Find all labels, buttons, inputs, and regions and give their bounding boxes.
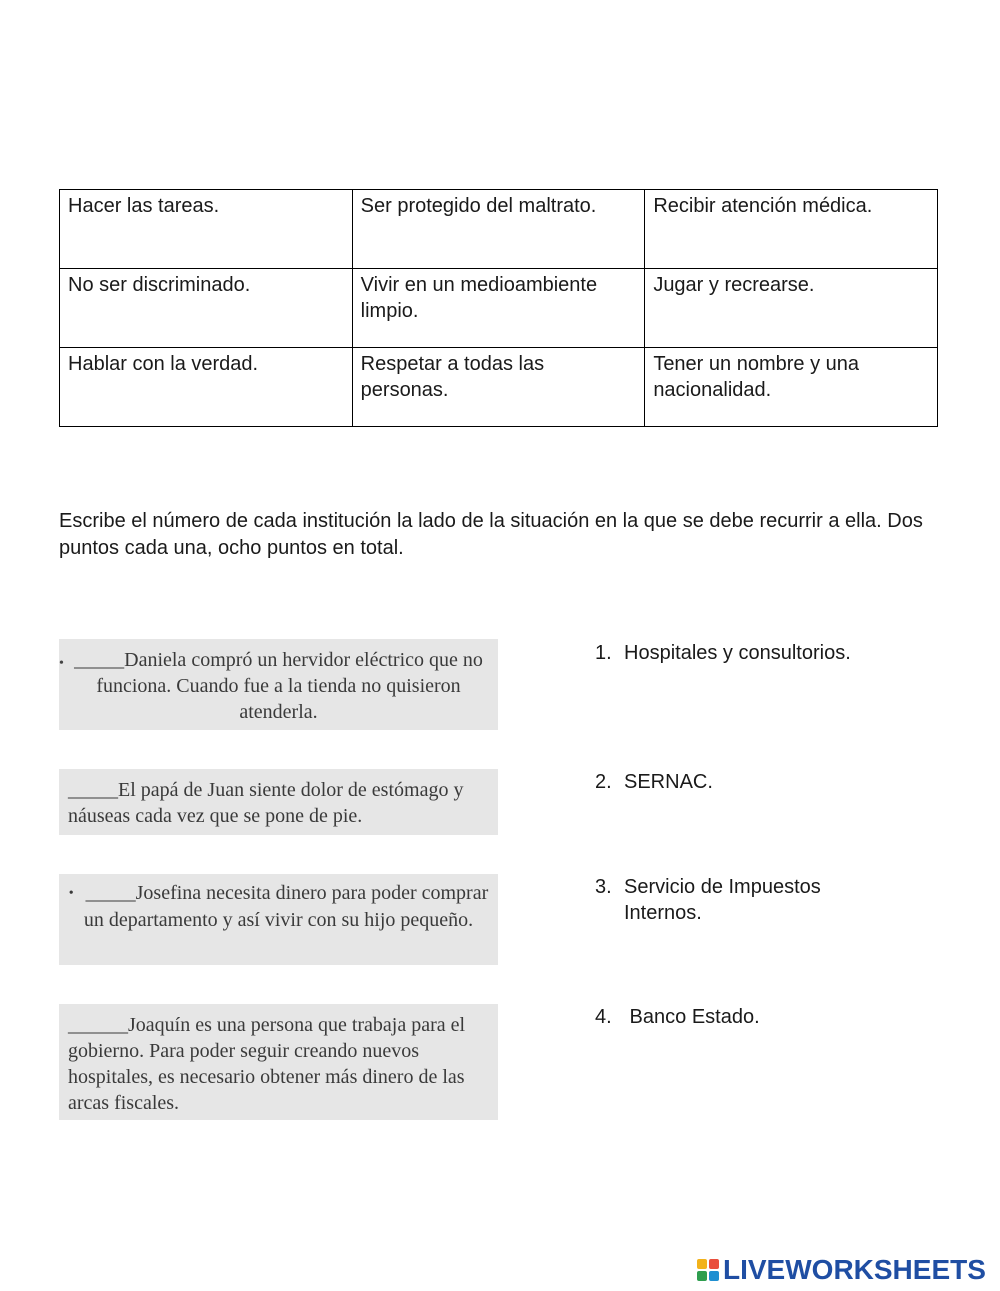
table-cell: Hacer las tareas. [60,190,353,269]
table-cell: Respetar a todas las personas. [352,348,645,427]
institution-number: 4. [595,1006,612,1028]
situation-box-3 [59,874,498,965]
table-cell: Ser protegido del maltrato. [352,190,645,269]
logo-square [697,1271,707,1281]
institution-item-1 [595,640,895,666]
institution-name: Hospitales y consultorios. [624,642,851,664]
institution-number: 3. [595,876,612,898]
institution-name: Banco Estado. [624,1006,760,1028]
logo-square [709,1271,719,1281]
situation-box-2 [59,769,498,835]
institution-number: 1. [595,642,612,664]
table-row [60,269,938,348]
situation-text: _____Josefina necesita dinero para poder comprar un departamento y así vivir con su hijo pequeño. [83,882,489,932]
situation-box-4 [59,1004,498,1120]
table-row [60,190,938,269]
logo-square [697,1259,707,1269]
bullet-icon: • [68,886,74,902]
situation-text: _____Daniela compró un hervidor eléctrico que no funciona. Cuando fue a la tienda no quisieron atenderla. [74,649,483,723]
logo-icon [697,1259,719,1281]
institution-name: Servicio de Impuestos Internos. [624,876,821,924]
institution-item-2 [595,769,895,795]
table-cell: Recibir atención médica. [645,190,938,269]
situation-box-1 [59,639,498,730]
bullet-icon: • [59,656,64,671]
table-cell: No ser discriminado. [60,269,353,348]
table-cell: Hablar con la verdad. [60,348,353,427]
situation-text: ______Joaquín es una persona que trabaja para el gobierno. Para poder seguir creando nuevos hospitales, es necesario obtener más dinero de las arcas fiscales. [68,1014,466,1114]
logo-square [709,1259,719,1269]
situation-text: _____El papá de Juan siente dolor de estómago y náuseas cada vez que se pone de pie. [68,779,464,827]
institution-item-3 [595,874,865,926]
instructions-text: Escribe el número de cada institución la lado de la situación en la que se debe recurrir a ella. Dos puntos cada una, ocho puntos en total. [59,510,923,559]
institution-name: SERNAC. [624,771,713,793]
institution-item-4 [595,1004,895,1030]
table-row [60,348,938,427]
logo-text: LIVEWORKSHEETS [723,1254,986,1285]
liveworksheets-logo [697,1254,986,1286]
table-cell: Tener un nombre y una nacionalidad. [645,348,938,427]
rights-table [59,189,938,427]
table-cell: Vivir en un medioambiente limpio. [352,269,645,348]
table-cell: Jugar y recrearse. [645,269,938,348]
institution-number: 2. [595,771,612,793]
